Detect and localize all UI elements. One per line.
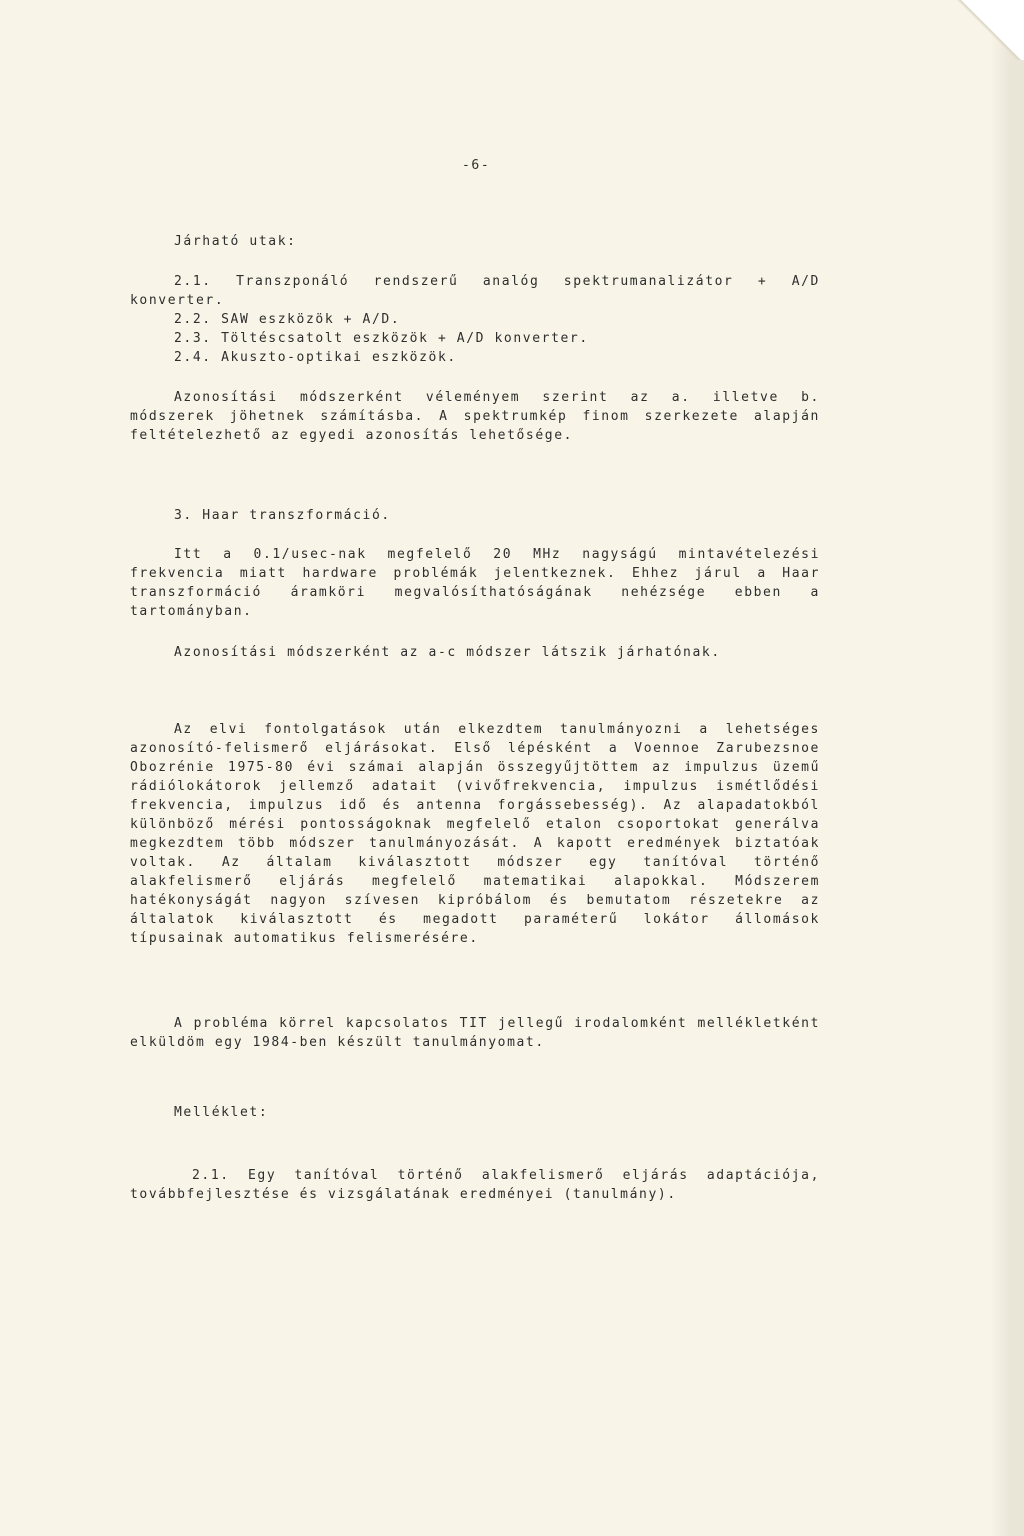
appendix-title: Melléklet:	[174, 1105, 269, 1120]
paper-edge-shadow	[990, 0, 1024, 1536]
section-heading-haar: 3. Haar transzformáció.	[174, 508, 391, 523]
list-item: 2.2. SAW eszközök + A/D.	[174, 312, 401, 327]
list-item: 2.3. Töltéscsatolt eszközök + A/D konverter.	[174, 331, 589, 346]
paragraph-haar: Itt a 0.1/usec-nak megfelelő 20 MHz nagyságú mintavételezési frekvencia miatt hardware problémák jelentkeznek. Ehhez járul a Haar transzformáció áramköri megvalósíthatóságának nehézsége ebben a tartományban.	[130, 547, 820, 619]
list-item: 2.1. Transzponáló rendszerű analóg spektrumanalizátor + A/D konverter.	[130, 274, 820, 308]
paragraph-identification: Azonosítási módszerként véleményem szerint az a. illetve b. módszerek jöhetnek számításba. A spektrumkép finom szerkezete alapján feltételezhető az egyedi azonosítás lehetősége.	[130, 390, 820, 443]
section-intro: Járható utak:	[174, 234, 297, 249]
folded-corner	[954, 0, 1024, 60]
appendix-item: 2.1. Egy tanítóval történő alakfelismerő eljárás adaptációja, továbbfejlesztése és vizsgálatának eredményei (tanulmány).	[130, 1168, 820, 1202]
paragraph-literature: A probléma körrel kapcsolatos TIT jellegű irodalomként mellékletként elküldöm egy 1984-ben készült tanulmányomat.	[130, 1016, 820, 1050]
paragraph-study: Az elvi fontolgatások után elkezdtem tanulmányozni a lehetséges azonosító-felismerő eljárásokat. Első lépésként a Voennoe Zarubezsnoe Obozrénie 1975-80 évi számai alapján összegyűjtöttem az impulzus üzemű rádiólokátorok jellemző adatait (vivőfrekvencia, impulzus ismétlődési frekvencia, impulzus idő és antenna forgássebesség). Az alapadatokból különböző mérési pontosságoknak megfelelő etalon csoportokat generálva megkezdtem több módszer tanulmányozását. A kapott eredmények biztatóak voltak. Az általam kiválasztott módszer egy tanítóval történő alakfelismerő eljárás megfelelő matematikai alapokkal. Módszerem hatékonyságát nagyon szívesen kipróbálom és bemutatom részetekre az általatok kiválasztott és megadott paraméterű lokátor állomások típusainak automatikus felismerésére.	[130, 722, 820, 946]
paragraph-method: Azonosítási módszerként az a-c módszer látszik járhatónak.	[174, 645, 721, 660]
page-number: -6-	[462, 158, 491, 173]
list-item: 2.4. Akuszto-optikai eszközök.	[174, 350, 457, 365]
